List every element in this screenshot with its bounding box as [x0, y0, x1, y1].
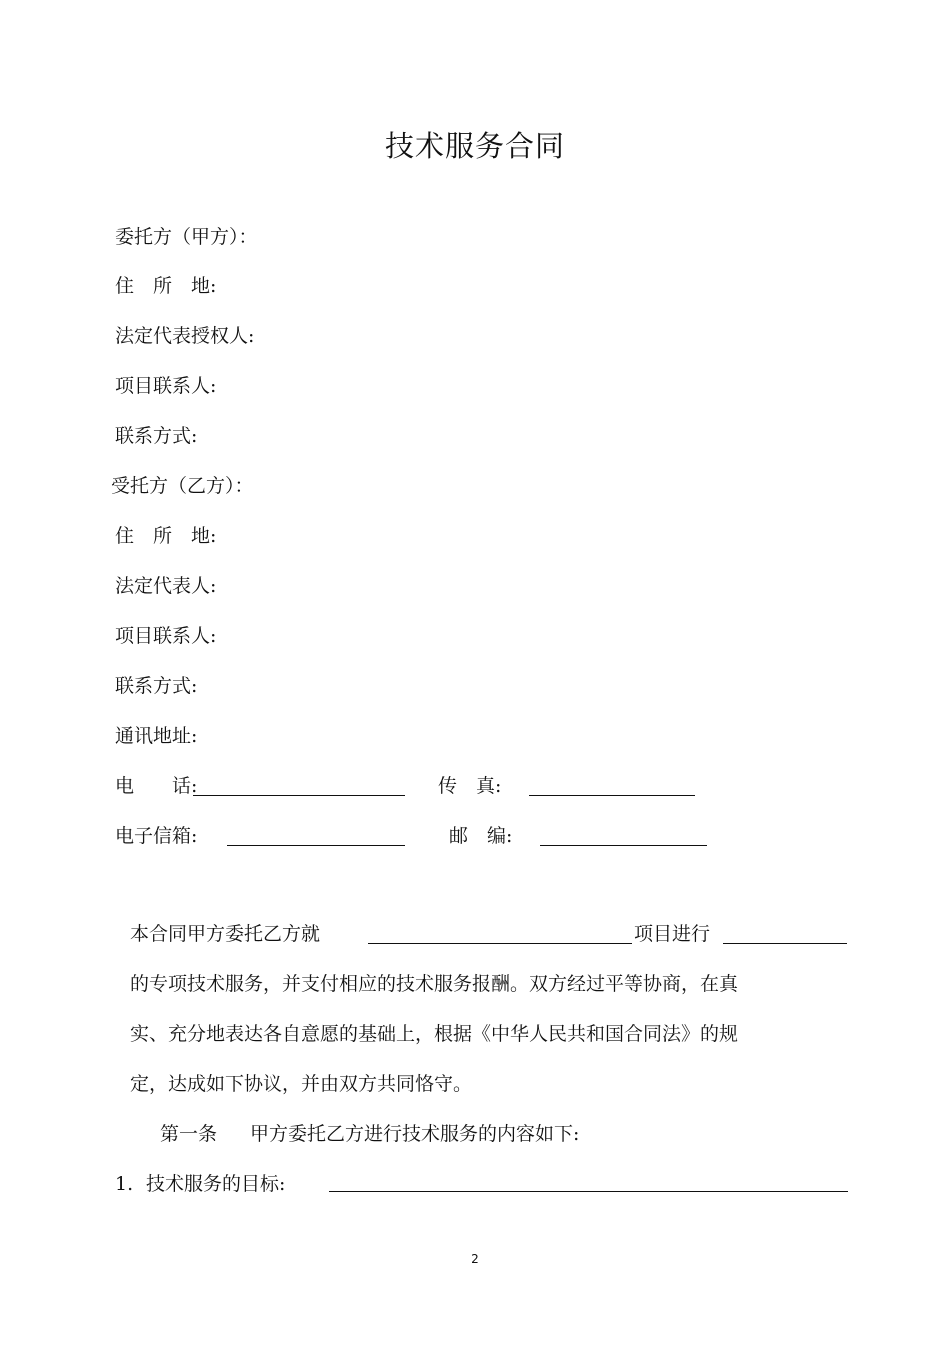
- email-label: 电子信箱:: [115, 825, 198, 847]
- service-type-blank: [723, 943, 847, 944]
- fax-label: 传 真:: [438, 775, 502, 797]
- email-blank: [227, 845, 405, 846]
- party-a-project-contact-label: 项目联系人:: [115, 375, 217, 397]
- page-number: 2: [471, 1252, 479, 1266]
- party-a-contact-label: 联系方式:: [115, 425, 198, 447]
- service-goal-blank: [329, 1191, 848, 1192]
- project-name-blank: [368, 943, 632, 944]
- postcode-blank: [540, 845, 707, 846]
- phone-blank: [193, 795, 405, 796]
- intro-line-2: 的专项技术服务，并支付相应的技术服务报酬。双方经过平等协商，在真: [130, 973, 739, 995]
- document-title: 技术服务合同: [384, 129, 565, 163]
- party-b-heading: 受托方（乙方）：: [111, 475, 254, 497]
- party-a-heading: 委托方（甲方）：: [115, 226, 258, 248]
- party-b-address-label: 住 所 地:: [115, 525, 217, 547]
- item-1-number: 1.: [115, 1173, 134, 1195]
- intro-segment-2: 项目进行: [634, 923, 711, 945]
- party-a-address-label: 住 所 地:: [115, 275, 217, 297]
- fax-blank: [529, 795, 695, 796]
- article-1-text: 甲方委托乙方进行技术服务的内容如下:: [250, 1123, 580, 1145]
- party-b-mailing-address-label: 通讯地址:: [115, 725, 198, 747]
- postcode-label: 邮 编:: [449, 825, 513, 847]
- party-a-authorized-rep-label: 法定代表授权人:: [115, 325, 255, 347]
- phone-label: 电 话:: [115, 775, 198, 797]
- intro-line-4: 定，达成如下协议，并由双方共同恪守。: [130, 1073, 473, 1095]
- party-b-legal-rep-label: 法定代表人:: [115, 575, 217, 597]
- party-b-project-contact-label: 项目联系人:: [115, 625, 217, 647]
- party-b-contact-label: 联系方式:: [115, 675, 198, 697]
- intro-segment-1: 本合同甲方委托乙方就: [130, 923, 321, 945]
- item-1-label: 技术服务的目标:: [146, 1173, 286, 1195]
- article-1-number: 第一条: [160, 1123, 218, 1145]
- intro-line-3: 实、充分地表达各自意愿的基础上，根据《中华人民共和国合同法》的规: [130, 1023, 739, 1045]
